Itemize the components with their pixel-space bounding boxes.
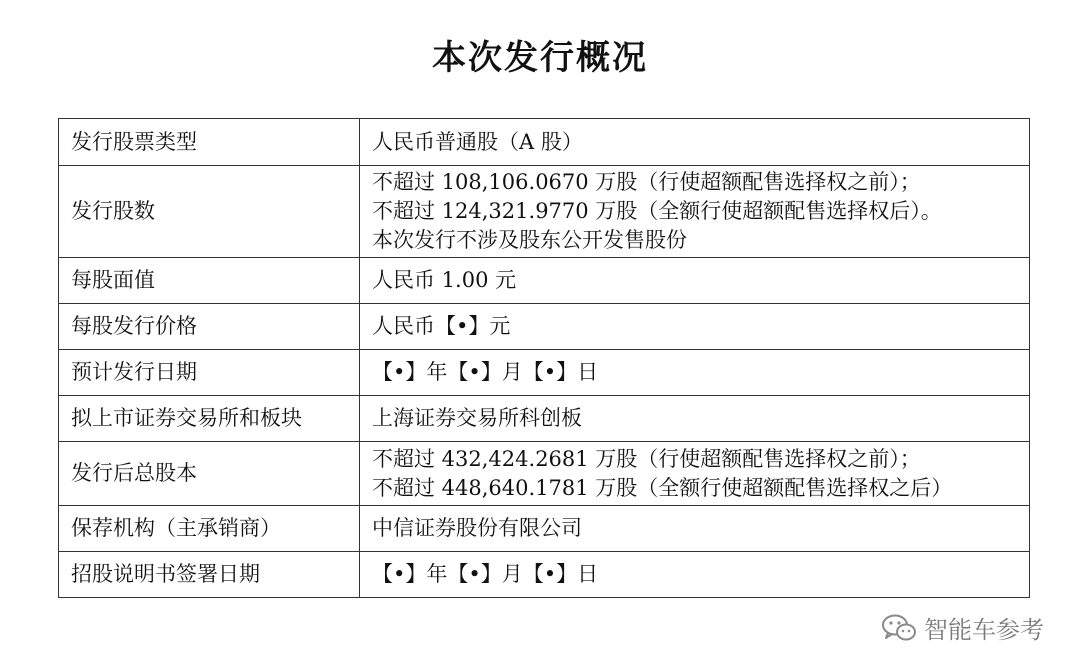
row-value [360, 396, 1030, 442]
table-row [59, 304, 1030, 350]
row-value [360, 506, 1030, 552]
value-line: 人民币【•】元 [372, 314, 511, 338]
table-row [59, 350, 1030, 396]
document-title: 本次发行概况 [432, 38, 648, 78]
row-label: 招股说明书签署日期 [59, 552, 360, 598]
value-line: 不超过 124,321.9770 万股（全额行使超额配售选择权后）。 [372, 199, 942, 223]
value-line: 人民币普通股（A 股） [372, 129, 583, 154]
row-label: 发行股票类型 [59, 119, 360, 166]
value-line: 不超过 108,106.0670 万股（行使超额配售选择权之前）； [372, 170, 921, 194]
value-line: 【•】年【•】月【•】日 [372, 360, 599, 384]
table-row [59, 396, 1030, 442]
row-value [360, 552, 1030, 598]
issuance-overview-table [58, 118, 1030, 598]
value-line: 不超过 432,424.2681 万股（行使超额配售选择权之前）； [372, 446, 921, 471]
table-row [59, 442, 1030, 506]
value-line: 不超过 448,640.1781 万股（全额行使超额配售选择权之后） [372, 475, 953, 500]
wechat-icon [880, 613, 918, 643]
row-value [360, 119, 1030, 166]
row-value [360, 442, 1030, 506]
row-label: 发行股数 [59, 166, 360, 258]
watermark [880, 610, 1044, 645]
value-line: 中信证券股份有限公司 [372, 516, 582, 540]
row-label: 保荐机构（主承销商） [59, 506, 360, 552]
value-line: 上海证券交易所科创板 [372, 406, 582, 430]
value-line: 人民币 1.00 元 [372, 268, 517, 292]
row-label: 每股面值 [59, 258, 360, 304]
row-label: 预计发行日期 [59, 350, 360, 396]
row-value [360, 258, 1030, 304]
table-row [59, 258, 1030, 304]
row-label: 拟上市证券交易所和板块 [59, 396, 360, 442]
watermark-text: 智能车参考 [924, 616, 1044, 644]
table-row [59, 119, 1030, 166]
value-line: 【•】年【•】月【•】日 [372, 562, 599, 586]
row-value [360, 350, 1030, 396]
table-row [59, 552, 1030, 598]
row-label: 每股发行价格 [59, 304, 360, 350]
value-line: 本次发行不涉及股东公开发售股份 [372, 228, 687, 252]
row-value [360, 166, 1030, 258]
table-row [59, 506, 1030, 552]
row-value [360, 304, 1030, 350]
row-label: 发行后总股本 [59, 442, 360, 506]
table-row [59, 166, 1030, 258]
